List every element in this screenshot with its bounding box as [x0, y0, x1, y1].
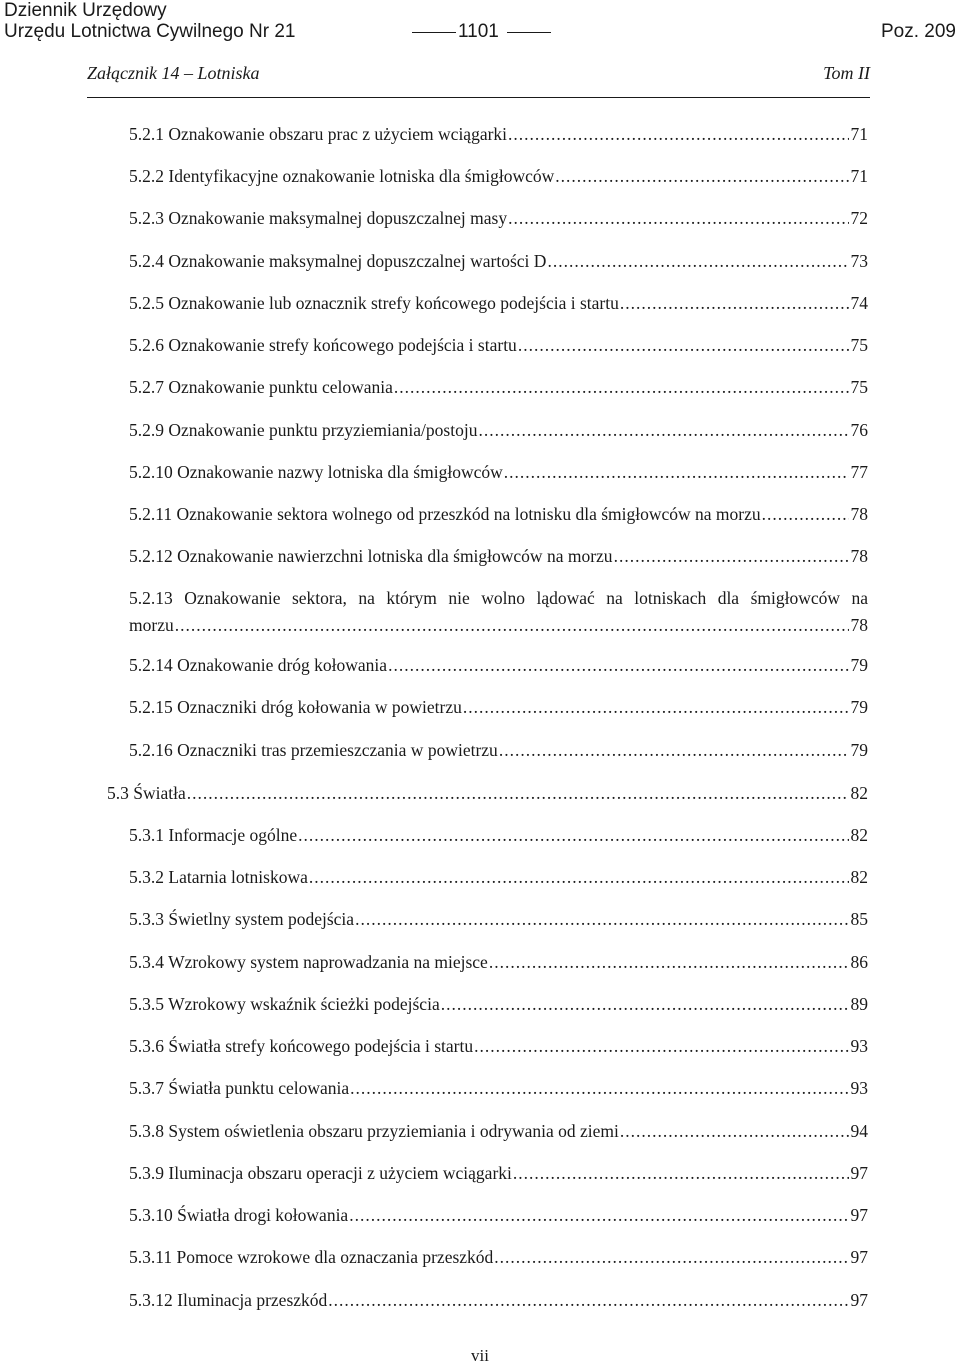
leader-dots — [441, 994, 849, 1015]
toc-entry-page: 85 — [850, 909, 868, 929]
running-header-volume: Tom II — [823, 63, 870, 83]
toc-entry — [129, 166, 868, 187]
leader-dots — [355, 909, 848, 930]
leader-dots — [508, 124, 848, 145]
toc-entry-page: 75 — [850, 377, 868, 397]
running-header — [87, 63, 870, 98]
toc-entry — [129, 909, 868, 930]
toc-entry — [129, 697, 868, 718]
toc-entry-page: 74 — [850, 293, 868, 313]
toc-entry-page: 97 — [850, 1163, 868, 1183]
leader-dots — [614, 546, 849, 567]
toc-entry — [129, 377, 868, 398]
leader-dots — [489, 952, 849, 973]
toc-entry-page: 73 — [850, 251, 868, 271]
toc-entry — [129, 588, 868, 636]
toc-entry-title: Wzrokowy wskaźnik ścieżki podejścia — [168, 994, 440, 1014]
toc-entry-number: 5.3.10 — [129, 1205, 173, 1225]
toc-entry-number: 5.2.14 — [129, 655, 173, 675]
toc-entry-number: 5.2.1 — [129, 124, 164, 144]
leader-dots — [349, 1205, 848, 1226]
leader-dots — [187, 783, 849, 804]
leader-dots — [620, 293, 849, 314]
toc-entry-heading — [129, 952, 488, 973]
page-number-rule-right — [507, 32, 551, 33]
toc-entry-number: 5.2.9 — [129, 420, 164, 440]
toc-entry-number: 5.3.9 — [129, 1163, 164, 1183]
gazette-issuer: Urzędu Lotnictwa Cywilnego Nr 21 — [4, 21, 296, 42]
toc-entry-second-line — [129, 615, 868, 636]
toc-entry-title: Iluminacja przeszkód — [177, 1290, 328, 1310]
toc-entry-heading — [129, 377, 393, 398]
toc-entry-heading — [129, 208, 507, 229]
toc-entry-page: 97 — [850, 1247, 868, 1267]
leader-dots — [620, 1121, 849, 1142]
toc-entry-title: Światła drogi kołowania — [177, 1205, 349, 1225]
leader-dots — [309, 867, 849, 888]
toc-entry — [129, 740, 868, 761]
toc-entry-heading — [129, 420, 477, 441]
toc-entry-page: 71 — [850, 166, 868, 186]
toc-entry-title: Oznaczniki dróg kołowania w powietrzu — [177, 697, 462, 717]
toc-entry — [129, 462, 868, 483]
toc-entry-number: 5.2.4 — [129, 251, 164, 271]
toc-entry-page: 89 — [850, 994, 868, 1014]
toc-entry — [129, 420, 868, 441]
toc-entry — [129, 293, 868, 314]
leader-dots — [499, 740, 849, 761]
page-number-rule-left — [412, 32, 456, 33]
toc-entry — [129, 994, 868, 1015]
toc-entry-heading — [129, 740, 498, 761]
toc-entry-title: Oznakowanie obszaru prac z użyciem wciągarki — [168, 124, 508, 144]
toc-entry-title-continued: morzu — [129, 615, 174, 635]
toc-entry — [129, 251, 868, 272]
toc-entry-heading — [129, 335, 517, 356]
toc-entry-number: 5.2.3 — [129, 208, 164, 228]
toc-entry — [129, 952, 868, 973]
toc-entry-heading — [129, 124, 507, 145]
toc-entry — [129, 1163, 868, 1184]
toc-entry-title: Oznakowanie sektora wolnego od przeszkód na lotnisku dla śmigłowców na morzu — [176, 504, 761, 524]
toc-entry — [129, 546, 868, 567]
toc-entry-number: 5.3.11 — [129, 1247, 173, 1267]
toc-entry-page: 97 — [850, 1290, 868, 1310]
toc-entry-page: 76 — [850, 420, 868, 440]
leader-dots — [508, 208, 848, 229]
toc-entry-heading — [129, 697, 462, 718]
toc-entry-title: System oświetlenia obszaru przyziemiania i odrywania od ziemi — [168, 1121, 619, 1141]
toc-entry-heading — [129, 825, 297, 846]
toc-entry-title: Oznakowanie maksymalnej dopuszczalnej masy — [168, 208, 508, 228]
toc-entry-title: Wzrokowy system naprowadzania na miejsce — [168, 952, 488, 972]
toc-entry-number: 5.3.5 — [129, 994, 164, 1014]
toc-entry-heading — [129, 1163, 512, 1184]
leader-dots — [513, 1163, 849, 1184]
toc-entry-number: 5.2.13 — [129, 588, 173, 608]
leader-dots — [298, 825, 848, 846]
toc-entry — [107, 783, 868, 804]
toc-entry-number: 5.3.3 — [129, 909, 164, 929]
toc-entry-page: 94 — [850, 1121, 868, 1141]
toc-entry-title: Oznakowanie lub oznacznik strefy końcowego podejścia i startu — [168, 293, 619, 313]
leader-dots — [388, 655, 848, 676]
toc-entry-heading — [129, 994, 440, 1015]
toc-entry-title: Informacje ogólne — [168, 825, 298, 845]
toc-entry — [129, 1247, 868, 1268]
toc-entry-number: 5.2.16 — [129, 740, 173, 760]
toc-entry-title: Oznakowanie nazwy lotniska dla śmigłowców — [177, 462, 503, 482]
toc-entry — [129, 1205, 868, 1226]
toc-entry — [129, 208, 868, 229]
toc-entry-number: 5.3.6 — [129, 1036, 164, 1056]
toc-entry — [129, 1290, 868, 1311]
toc-entry-heading — [129, 655, 387, 676]
toc-entry-number: 5.2.7 — [129, 377, 164, 397]
leader-dots — [494, 1247, 848, 1268]
toc-entry-heading — [107, 783, 186, 804]
toc-entry-number: 5.3 — [107, 783, 129, 803]
toc-entry-number: 5.2.12 — [129, 546, 173, 566]
toc-entry-title: Oznakowanie maksymalnej dopuszczalnej wartości D — [168, 251, 547, 271]
toc-entry-heading — [129, 909, 354, 930]
toc-entry-page: 79 — [850, 655, 868, 675]
toc-entry-number: 5.2.11 — [129, 504, 173, 524]
toc-entry-page: 79 — [850, 697, 868, 717]
toc-entry-page: 93 — [850, 1036, 868, 1056]
leader-dots — [350, 1078, 848, 1099]
toc-entry-page: 79 — [850, 740, 868, 760]
toc-entry-page: 78 — [850, 546, 868, 566]
toc-entry-number: 5.3.2 — [129, 867, 164, 887]
toc-entry-first-line — [129, 588, 868, 609]
leader-dots — [518, 335, 849, 356]
toc-entry-title: Oznakowanie punktu przyziemiania/postoju — [168, 420, 478, 440]
toc-entry-heading — [129, 1247, 493, 1268]
toc-entry-title: Iluminacja obszaru operacji z użyciem wciągarki — [168, 1163, 512, 1183]
toc-entry-title: Świetlny system podejścia — [168, 909, 355, 929]
toc-entry-heading — [129, 1121, 619, 1142]
gazette-header — [0, 0, 960, 44]
toc-entry-page: 93 — [850, 1078, 868, 1098]
toc-entry-page: 82 — [850, 783, 868, 803]
toc-entry-title: Oznakowanie nawierzchni lotniska dla śmigłowców na morzu — [177, 546, 613, 566]
toc-entry-title: Światła — [133, 783, 186, 803]
toc-entry-heading — [129, 293, 619, 314]
toc-entry-heading — [129, 462, 503, 483]
toc-entry-page: 72 — [850, 208, 868, 228]
toc-entry-title: Oznakowanie punktu celowania — [168, 377, 393, 397]
toc-entry-heading — [129, 546, 613, 567]
gazette-page-number: 1101 — [458, 21, 499, 42]
toc-entry-heading — [129, 867, 308, 888]
toc-entry-heading — [129, 1205, 348, 1226]
leader-dots — [474, 1036, 848, 1057]
toc-entry-page: 77 — [850, 462, 868, 482]
toc-entry-heading — [129, 1036, 473, 1057]
toc-entry-number: 5.2.10 — [129, 462, 173, 482]
leader-dots — [478, 420, 848, 441]
toc-entry-title: Oznaczniki tras przemieszczania w powietrzu — [177, 740, 498, 760]
leader-dots — [547, 251, 848, 272]
toc-entry-heading — [129, 166, 554, 187]
toc-entry-title: Identyfikacyjne oznakowanie lotniska dla śmigłowców — [168, 166, 555, 186]
toc-entry — [129, 1121, 868, 1142]
toc-entry-page: 97 — [850, 1205, 868, 1225]
toc-entry-heading — [129, 251, 546, 272]
gazette-position: Poz. 209 — [881, 21, 956, 42]
toc-entry-title: Oznakowanie dróg kołowania — [177, 655, 388, 675]
leader-dots — [504, 462, 849, 483]
toc-entry-number: 5.3.1 — [129, 825, 164, 845]
toc-entry-title: Światła punktu celowania — [168, 1078, 350, 1098]
toc-entry-title: Światła strefy końcowego podejścia i startu — [168, 1036, 474, 1056]
toc-entry-title: Latarnia lotniskowa — [168, 867, 308, 887]
leader-dots — [328, 1290, 848, 1311]
running-header-annex: Załącznik 14 – Lotniska — [87, 63, 260, 83]
toc-entry-heading — [129, 1078, 349, 1099]
toc-entry-page: 82 — [850, 867, 868, 887]
toc-entry-page: 82 — [850, 825, 868, 845]
toc-entry-title: Pomoce wzrokowe dla oznaczania przeszkód — [176, 1247, 494, 1267]
leader-dots — [555, 166, 848, 187]
toc-entry-number: 5.3.8 — [129, 1121, 164, 1141]
toc-entry — [129, 825, 868, 846]
toc-entry-title: Oznakowanie sektora, na którym nie wolno lądować na lotniskach dla śmigłowców na — [184, 588, 869, 608]
leader-dots — [762, 504, 849, 525]
toc-entry-number: 5.2.5 — [129, 293, 164, 313]
leader-dots — [463, 697, 849, 718]
gazette-title: Dziennik Urzędowy — [4, 0, 167, 21]
toc-entry — [129, 124, 868, 145]
toc-entry-number: 5.2.6 — [129, 335, 164, 355]
toc-entry-page: 75 — [850, 335, 868, 355]
toc-entry-heading — [129, 504, 761, 525]
toc-entry — [129, 335, 868, 356]
toc-entry-heading — [129, 1290, 327, 1311]
page-folio: vii — [471, 1346, 489, 1365]
toc-entry-number: 5.3.4 — [129, 952, 164, 972]
toc-entry-title: Oznakowanie strefy końcowego podejścia i startu — [168, 335, 517, 355]
toc-entry — [129, 1036, 868, 1057]
toc-entry-page: 86 — [850, 952, 868, 972]
leader-dots — [175, 615, 849, 636]
toc-entry — [129, 655, 868, 676]
toc-entry-page: 78 — [850, 615, 868, 635]
toc-entry — [129, 867, 868, 888]
toc-entry-number: 5.3.7 — [129, 1078, 164, 1098]
toc-entry-page: 71 — [850, 124, 868, 144]
toc-entry-number: 5.3.12 — [129, 1290, 173, 1310]
toc-entry — [129, 504, 868, 525]
toc-entry-number: 5.2.15 — [129, 697, 173, 717]
leader-dots — [394, 377, 849, 398]
toc-entry-page: 78 — [850, 504, 868, 524]
toc-entry-number: 5.2.2 — [129, 166, 164, 186]
toc-entry — [129, 1078, 868, 1099]
